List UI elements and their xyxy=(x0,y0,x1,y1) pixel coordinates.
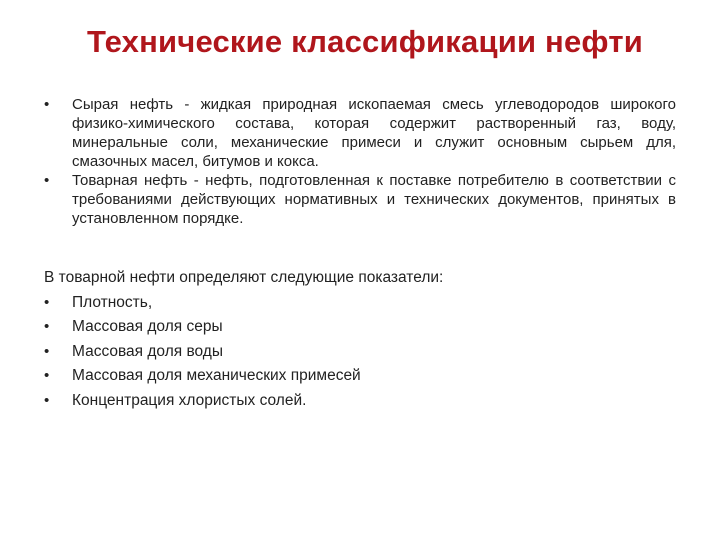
definition-item-commercial-oil xyxy=(44,171,676,228)
indicator-label: Массовая доля механических примесей xyxy=(72,367,361,384)
indicator-label: Массовая доля воды xyxy=(72,342,223,360)
indicator-label: Плотность, xyxy=(72,293,153,311)
indicator-item xyxy=(44,364,676,389)
bullet-icon: • xyxy=(44,342,50,360)
bullet-icon: • xyxy=(44,318,50,335)
definition-term: Сырая нефть xyxy=(72,96,174,113)
definition-text: - жидкая природная ископаемая смесь углеводородов широкого физико-химического состава, которая содержит растворенный газ, воду, минеральные соли, механические примеси и служит основным сырьем для, смазочных масел, битумов и кокса. xyxy=(72,96,676,170)
indicator-item xyxy=(44,291,676,316)
indicator-label: Концентрация хлористых солей. xyxy=(72,391,307,409)
bullet-icon: • xyxy=(44,391,50,409)
bullet-icon: • xyxy=(44,96,50,113)
indicator-item xyxy=(44,315,676,340)
definition-text: - нефть, подготовленная к поставке потребителю в соответствии с требованиями действующих нормативных и технических документов, принятых в установленном порядке. xyxy=(72,172,676,227)
indicators-list xyxy=(44,291,676,414)
bullet-icon: • xyxy=(44,367,50,384)
definition-term: Товарная нефть xyxy=(72,172,188,189)
definitions-list xyxy=(44,95,676,228)
indicator-label: Массовая доля серы xyxy=(72,318,223,335)
bullet-icon: • xyxy=(44,172,50,189)
indicator-item xyxy=(44,389,676,414)
indicator-item xyxy=(44,340,676,365)
bullet-icon: • xyxy=(44,293,50,311)
definition-item-raw-oil xyxy=(44,95,676,171)
indicators-section xyxy=(44,266,676,413)
indicators-intro: В товарной нефти определяют следующие показатели: xyxy=(44,269,444,286)
slide-title: Технические классификации нефти xyxy=(87,24,643,59)
